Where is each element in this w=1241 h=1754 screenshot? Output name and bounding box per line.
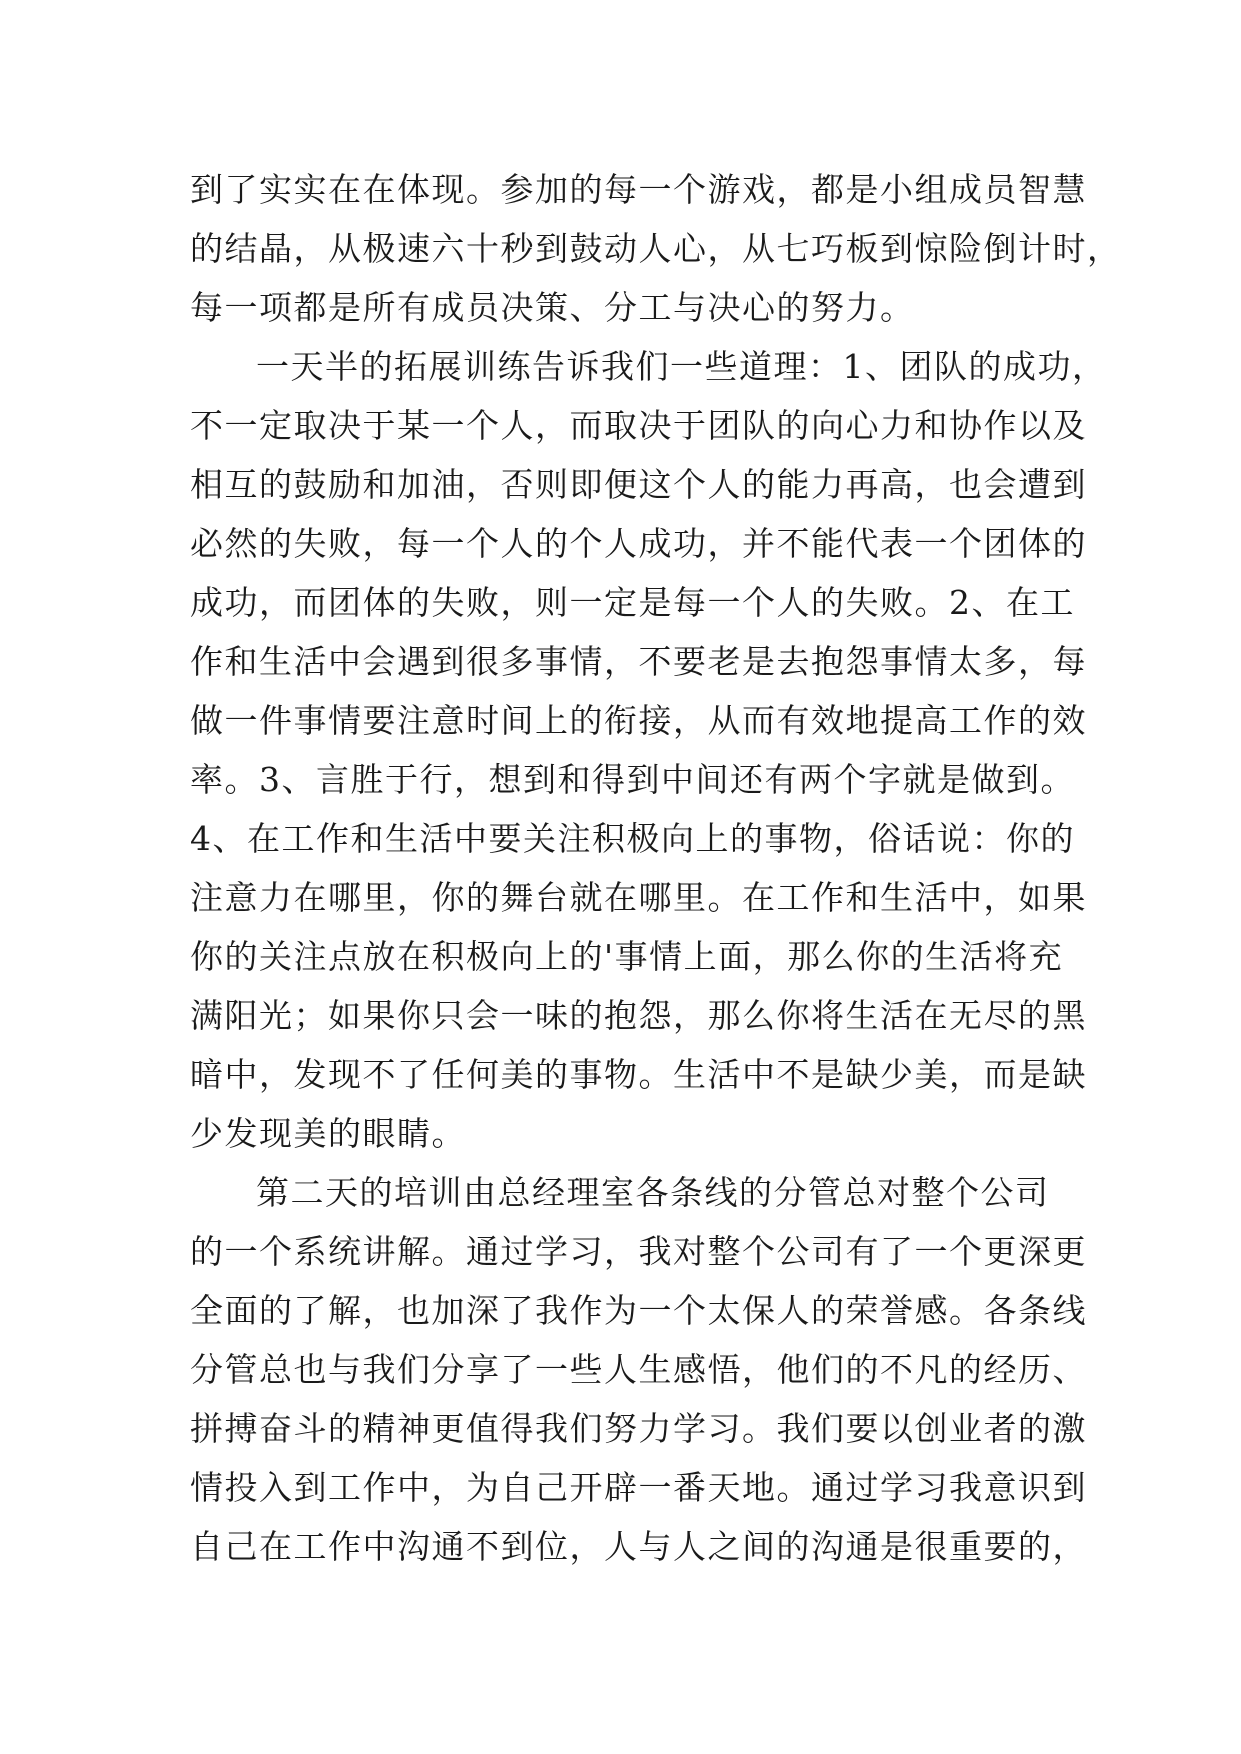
text-line: 自己在工作中沟通不到位，人与人之间的沟通是很重要的， <box>190 1527 1087 1566</box>
text-line: 暗中，发现不了任何美的事物。生活中不是缺少美，而是缺 <box>190 1055 1087 1094</box>
body-text <box>190 160 1122 1576</box>
text-line: 4、在工作和生活中要关注积极向上的事物，俗话说：你的 <box>190 819 1075 858</box>
text-line: 的结晶，从极速六十秒到鼓动人心，从七巧板到惊险倒计时， <box>190 229 1122 268</box>
text-line: 情投入到工作中，为自己开辟一番天地。通过学习我意识到 <box>190 1468 1087 1507</box>
text-line: 全面的了解，也加深了我作为一个太保人的荣誉感。各条线 <box>190 1291 1087 1330</box>
text-line: 必然的失败，每一个人的个人成功，并不能代表一个团体的 <box>190 524 1087 563</box>
paragraph-first-line: 一天半的拓展训练告诉我们一些道理：1、团队的成功， <box>256 347 1107 386</box>
paragraph-first-line: 第二天的培训由总经理室各条线的分管总对整个公司 <box>256 1173 1050 1212</box>
text-line: 做一件事情要注意时间上的衔接，从而有效地提高工作的效 <box>190 701 1087 740</box>
text-line: 满阳光；如果你只会一味的抱怨，那么你将生活在无尽的黑 <box>190 996 1087 1035</box>
text-line: 注意力在哪里，你的舞台就在哪里。在工作和生活中，如果 <box>190 878 1087 917</box>
text-line: 拼搏奋斗的精神更值得我们努力学习。我们要以创业者的激 <box>190 1409 1087 1448</box>
text-line: 作和生活中会遇到很多事情，不要老是去抱怨事情太多，每 <box>190 642 1087 681</box>
text-line: 每一项都是所有成员决策、分工与决心的努力。 <box>190 288 915 327</box>
text-line: 成功，而团体的失败，则一定是每一个人的失败。2、在工 <box>190 583 1075 622</box>
text-line: 少发现美的眼睛。 <box>190 1114 466 1153</box>
text-line: 你的关注点放在积极向上的'事情上面，那么你的生活将充 <box>190 937 1064 976</box>
text-line: 率。3、言胜于行，想到和得到中间还有两个字就是做到。 <box>190 760 1075 799</box>
text-line: 不一定取决于某一个人，而取决于团队的向心力和协作以及 <box>190 406 1087 445</box>
text-line: 的一个系统讲解。通过学习，我对整个公司有了一个更深更 <box>190 1232 1087 1271</box>
text-line: 到了实实在在体现。参加的每一个游戏，都是小组成员智慧 <box>190 170 1087 209</box>
text-line: 分管总也与我们分享了一些人生感悟，他们的不凡的经历、 <box>190 1350 1087 1389</box>
text-line: 相互的鼓励和加油，否则即便这个人的能力再高，也会遭到 <box>190 465 1087 504</box>
